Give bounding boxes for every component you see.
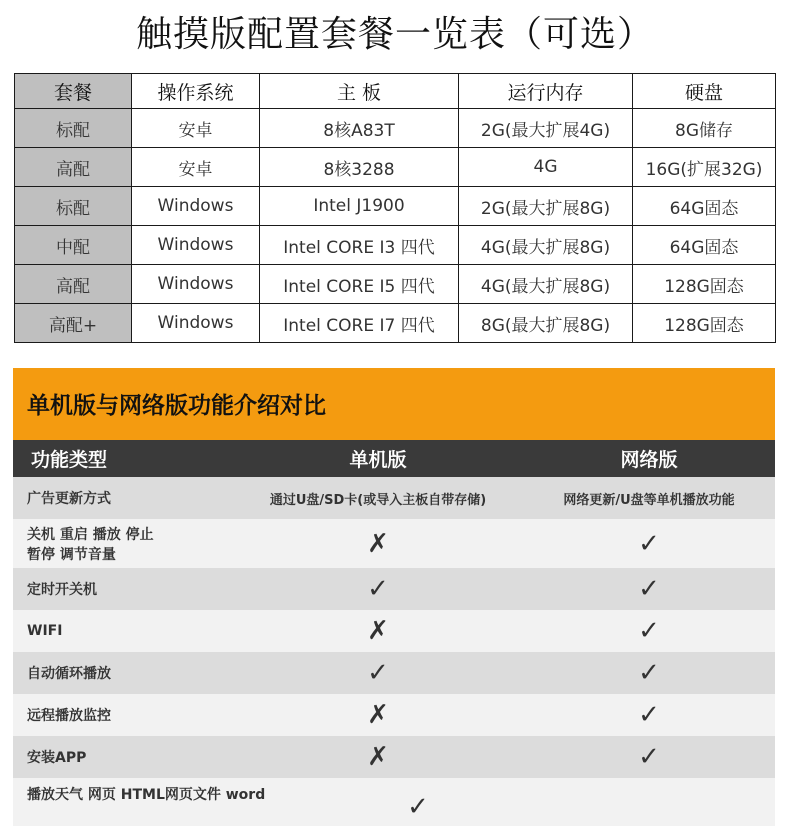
feature-label: WIFI <box>27 623 63 639</box>
comparison-header <box>13 440 775 477</box>
cell-mainboard: 8核3288 <box>260 148 459 187</box>
feature-label: 定时开关机 <box>27 582 97 598</box>
comparison-row <box>13 610 775 652</box>
comparison-row <box>13 519 775 568</box>
feature-label-line: 关机 重启 播放 停止 <box>27 526 154 543</box>
cell-storage: 8G储存 <box>633 109 776 148</box>
network-value: 网络更新/U盘等单机播放功能 <box>563 492 735 508</box>
feature-label: 远程播放监控 <box>27 708 111 724</box>
table-row <box>15 109 776 148</box>
feature-label-line: 暂停 调节音量 <box>27 546 116 563</box>
cell-storage: 128G固态 <box>633 304 776 343</box>
feature-label: 播放天气 网页 HTML网页文件 word <box>27 787 266 803</box>
check-icon: ✓ <box>638 616 660 646</box>
cell-storage: 16G(扩展32G) <box>633 148 776 187</box>
cell-mainboard: 8核A83T <box>260 109 459 148</box>
cross-icon: ✗ <box>367 528 389 559</box>
cell-storage: 64G固态 <box>633 226 776 265</box>
cross-icon: ✗ <box>367 742 389 772</box>
cell-package: 高配+ <box>15 304 132 343</box>
table-row <box>15 304 776 343</box>
header-package: 套餐 <box>15 74 132 109</box>
table-row <box>15 265 776 304</box>
cell-mainboard: Intel CORE I5 四代 <box>260 265 459 304</box>
cell-memory: 2G(最大扩展4G) <box>459 109 633 148</box>
cell-os: 安卓 <box>132 109 260 148</box>
cell-package: 高配 <box>15 148 132 187</box>
check-icon: ✓ <box>638 658 660 688</box>
column-standalone: 单机版 <box>349 449 407 471</box>
column-feature-type: 功能类型 <box>31 449 108 471</box>
feature-label: 自动循环播放 <box>27 666 111 682</box>
cell-os: Windows <box>132 304 260 343</box>
comparison-row <box>13 477 775 519</box>
cross-icon: ✗ <box>367 616 389 646</box>
cell-os: Windows <box>132 226 260 265</box>
cell-memory: 4G(最大扩展8G) <box>459 226 633 265</box>
comparison-row <box>13 568 775 610</box>
table-row <box>15 187 776 226</box>
cell-mainboard: Intel CORE I3 四代 <box>260 226 459 265</box>
feature-label: 广告更新方式 <box>27 491 111 507</box>
cell-os: 安卓 <box>132 148 260 187</box>
cell-package: 高配 <box>15 265 132 304</box>
comparison-section <box>13 368 775 826</box>
cross-icon: ✗ <box>367 700 389 730</box>
comparison-row <box>13 652 775 694</box>
header-os: 操作系统 <box>132 74 260 109</box>
cell-package: 标配 <box>15 187 132 226</box>
feature-label <box>13 524 233 564</box>
cell-os: Windows <box>132 187 260 226</box>
check-icon: ✓ <box>367 658 389 688</box>
cell-memory: 4G(最大扩展8G) <box>459 265 633 304</box>
comparison-row <box>13 778 775 826</box>
cell-mainboard: Intel J1900 <box>260 187 459 226</box>
feature-label: 安装APP <box>27 750 87 766</box>
page-title: 触摸版配置套餐一览表（可选） <box>135 14 654 55</box>
check-icon: ✓ <box>638 742 660 772</box>
check-icon: ✓ <box>367 574 389 604</box>
header-storage: 硬盘 <box>633 74 776 109</box>
check-icon: ✓ <box>638 528 660 559</box>
cell-memory: 8G(最大扩展8G) <box>459 304 633 343</box>
cell-memory: 4G <box>459 148 633 187</box>
table-row <box>15 148 776 187</box>
cell-package: 中配 <box>15 226 132 265</box>
comparison-row <box>13 694 775 736</box>
check-icon: ✓ <box>638 700 660 730</box>
config-table-header <box>15 74 776 109</box>
cell-memory: 2G(最大扩展8G) <box>459 187 633 226</box>
cell-mainboard: Intel CORE I7 四代 <box>260 304 459 343</box>
standalone-value: 通过U盘/SD卡(或导入主板自带存储) <box>269 492 487 508</box>
comparison-title: 单机版与网络版功能介绍对比 <box>13 368 775 440</box>
header-mainboard: 主 板 <box>260 74 459 109</box>
table-row <box>15 226 776 265</box>
cell-os: Windows <box>132 265 260 304</box>
cell-package: 标配 <box>15 109 132 148</box>
cell-storage: 64G固态 <box>633 187 776 226</box>
comparison-row <box>13 736 775 778</box>
check-icon: ✓ <box>638 574 660 604</box>
column-network: 网络版 <box>620 449 678 471</box>
check-icon: ✓ <box>407 792 429 822</box>
header-memory: 运行内存 <box>459 74 633 109</box>
cell-storage: 128G固态 <box>633 265 776 304</box>
config-table <box>14 73 776 343</box>
